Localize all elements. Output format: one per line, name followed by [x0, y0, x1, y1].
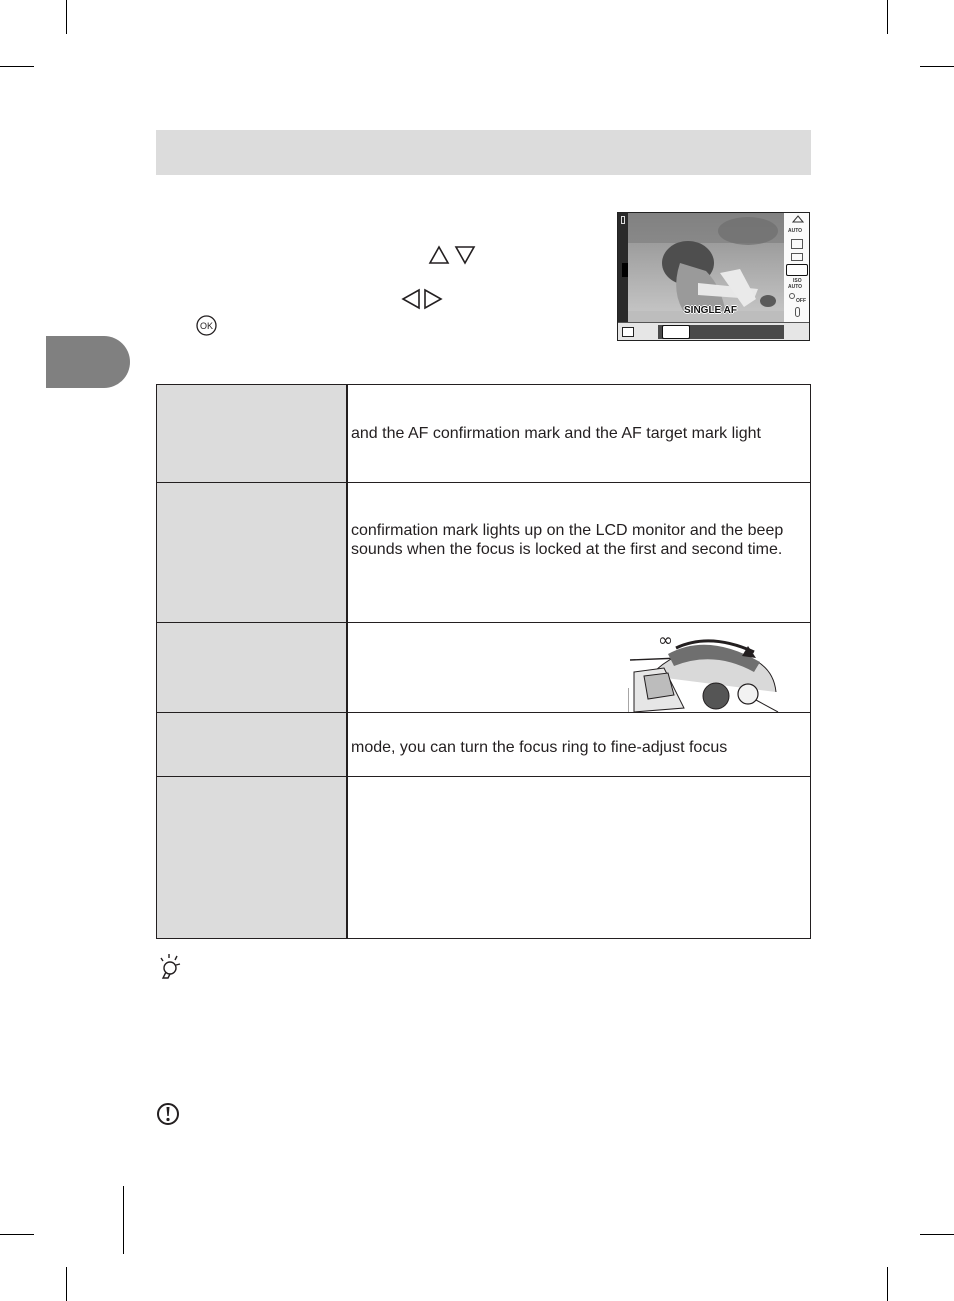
crop-mark: [887, 1267, 888, 1301]
crop-mark: [0, 66, 34, 67]
microphone-icon: [795, 307, 800, 317]
caution-icon: [156, 1102, 180, 1126]
lcd-left-panel: [618, 213, 628, 322]
mode-description-cell: [347, 483, 811, 623]
battery-icon: [621, 216, 625, 224]
description-line: mode, you can turn the focus ring to fine-adjust focus: [351, 739, 728, 756]
lcd-indicator: AUTO: [788, 228, 803, 234]
left-right-arrow-icon: [401, 288, 443, 310]
mode-description-cell: [347, 385, 811, 483]
section-title-bar: [156, 130, 811, 175]
crop-mark: [920, 1234, 954, 1235]
table-row: [157, 385, 811, 483]
crop-mark: [66, 1267, 67, 1301]
lcd-indicator: OFF: [796, 298, 806, 304]
infinity-symbol: ∞: [658, 630, 673, 651]
mode-name-cell: [157, 483, 348, 623]
table-row: [157, 713, 811, 777]
table-row: [157, 483, 811, 623]
focus-mode-highlight: [786, 264, 808, 276]
mode-name-cell: [157, 713, 348, 777]
mode-name-cell: [157, 623, 348, 713]
up-down-arrow-icon: [428, 245, 476, 265]
lcd-indicator: ISO: [793, 278, 802, 284]
left-arrow-icon: [403, 290, 419, 308]
tip-lightbulb-icon: [156, 952, 186, 982]
lcd-up-arrow-icon: [792, 215, 804, 223]
lcd-mode-box: [622, 327, 634, 337]
ok-button-icon: [196, 315, 217, 336]
mode-name-cell: [157, 777, 348, 939]
mode-name-cell: [157, 385, 348, 483]
white-balance-icon: [791, 253, 803, 261]
description-line: and the AF confirmation mark and the AF target mark light: [351, 425, 761, 442]
crop-mark: [0, 1234, 34, 1235]
gutter-line: [123, 1186, 124, 1254]
face-detect-icon: [789, 293, 795, 299]
chapter-tab: [46, 336, 130, 388]
ok-button-label: OK: [199, 321, 214, 331]
right-arrow-icon: [425, 290, 441, 308]
camera-lcd-screen: [617, 212, 810, 341]
description-line: sounds when the focus is locked at the first and second time.: [351, 541, 783, 558]
crop-mark: [887, 0, 888, 34]
focus-ring-illustration: [628, 628, 780, 712]
mode-description-cell: [347, 713, 811, 777]
lcd-bottom-bar: [618, 322, 810, 341]
crop-mark: [66, 0, 67, 34]
af-mode-label: SINGLE AF: [684, 305, 737, 316]
description-line: confirmation mark lights up on the LCD monitor and the beep: [351, 522, 784, 539]
lcd-selected-option: [662, 325, 690, 339]
up-arrow-icon: [430, 247, 448, 263]
mode-description-cell: [347, 777, 811, 939]
lcd-indicator: AUTO: [788, 284, 803, 290]
down-arrow-icon: [456, 247, 474, 263]
exposure-icon: [791, 239, 803, 249]
table-row: [157, 777, 811, 939]
crop-mark: [920, 66, 954, 67]
